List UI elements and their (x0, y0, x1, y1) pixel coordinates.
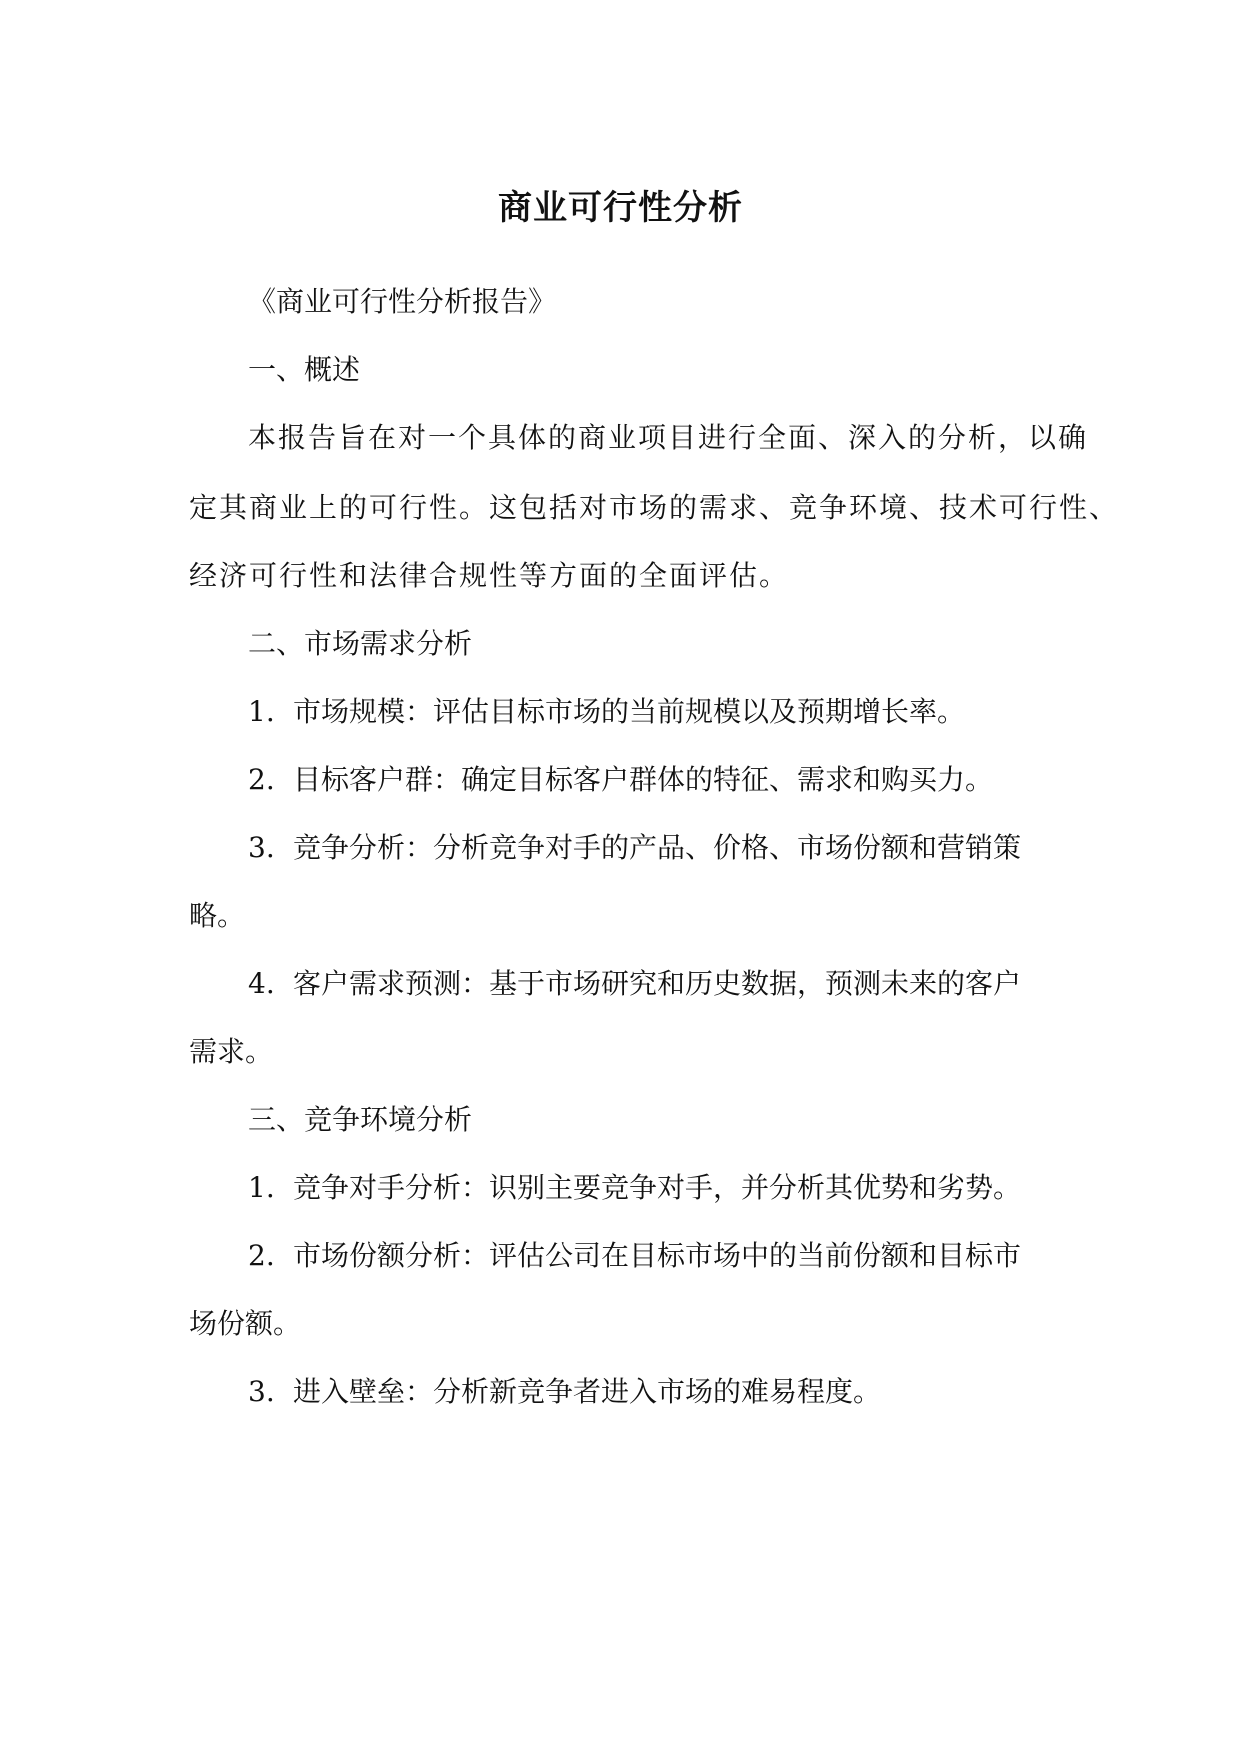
list-item-number: 4. (248, 967, 275, 1000)
list-item (248, 694, 965, 730)
list-item-number: 3. (248, 831, 275, 864)
list-item-text: 客户需求预测：基于市场研究和历史数据，预测未来的客户 (293, 967, 1022, 1000)
list-item (248, 762, 993, 798)
section-1-paragraph-line-1: 本报告旨在对一个具体的商业项目进行全面、深入的分析，以确 (248, 421, 1089, 454)
section-1-heading: 一、概述 (248, 353, 361, 386)
list-item-text: 进入壁垒：分析新竞争者进入市场的难易程度。 (293, 1375, 882, 1408)
section-1-paragraph-line-2: 定其商业上的可行性。这包括对市场的需求、竞争环境、技术可行性、 (189, 491, 1120, 524)
list-item (248, 1170, 1021, 1206)
section-2-heading: 二、市场需求分析 (248, 627, 473, 660)
list-item-text: 竞争对手分析：识别主要竞争对手，并分析其优势和劣势。 (293, 1171, 1022, 1204)
list-item (248, 1238, 1021, 1274)
list-item-text: 市场规模：评估目标市场的当前规模以及预期增长率。 (293, 695, 966, 728)
list-item-number: 1. (248, 695, 275, 728)
list-item-continuation: 略。 (189, 899, 246, 932)
list-item-text: 竞争分析：分析竞争对手的产品、价格、市场份额和营销策 (293, 831, 1022, 864)
page-title: 商业可行性分析 (498, 188, 743, 228)
list-item-continuation: 需求。 (189, 1035, 274, 1068)
list-item-number: 2. (248, 1239, 275, 1272)
list-item-text: 目标客户群：确定目标客户群体的特征、需求和购买力。 (293, 763, 994, 796)
section-3-heading: 三、竞争环境分析 (248, 1103, 473, 1136)
list-item-text: 市场份额分析：评估公司在目标市场中的当前份额和目标市 (293, 1239, 1022, 1272)
list-item (248, 966, 1021, 1002)
list-item-number: 1. (248, 1171, 275, 1204)
section-1-paragraph-line-3: 经济可行性和法律合规性等方面的全面评估。 (189, 559, 790, 592)
list-item-number: 3. (248, 1375, 275, 1408)
list-item (248, 1374, 881, 1410)
list-item-number: 2. (248, 763, 275, 796)
report-title: 《商业可行性分析报告》 (248, 285, 557, 318)
list-item-continuation: 场份额。 (189, 1307, 302, 1340)
list-item (248, 830, 1021, 866)
